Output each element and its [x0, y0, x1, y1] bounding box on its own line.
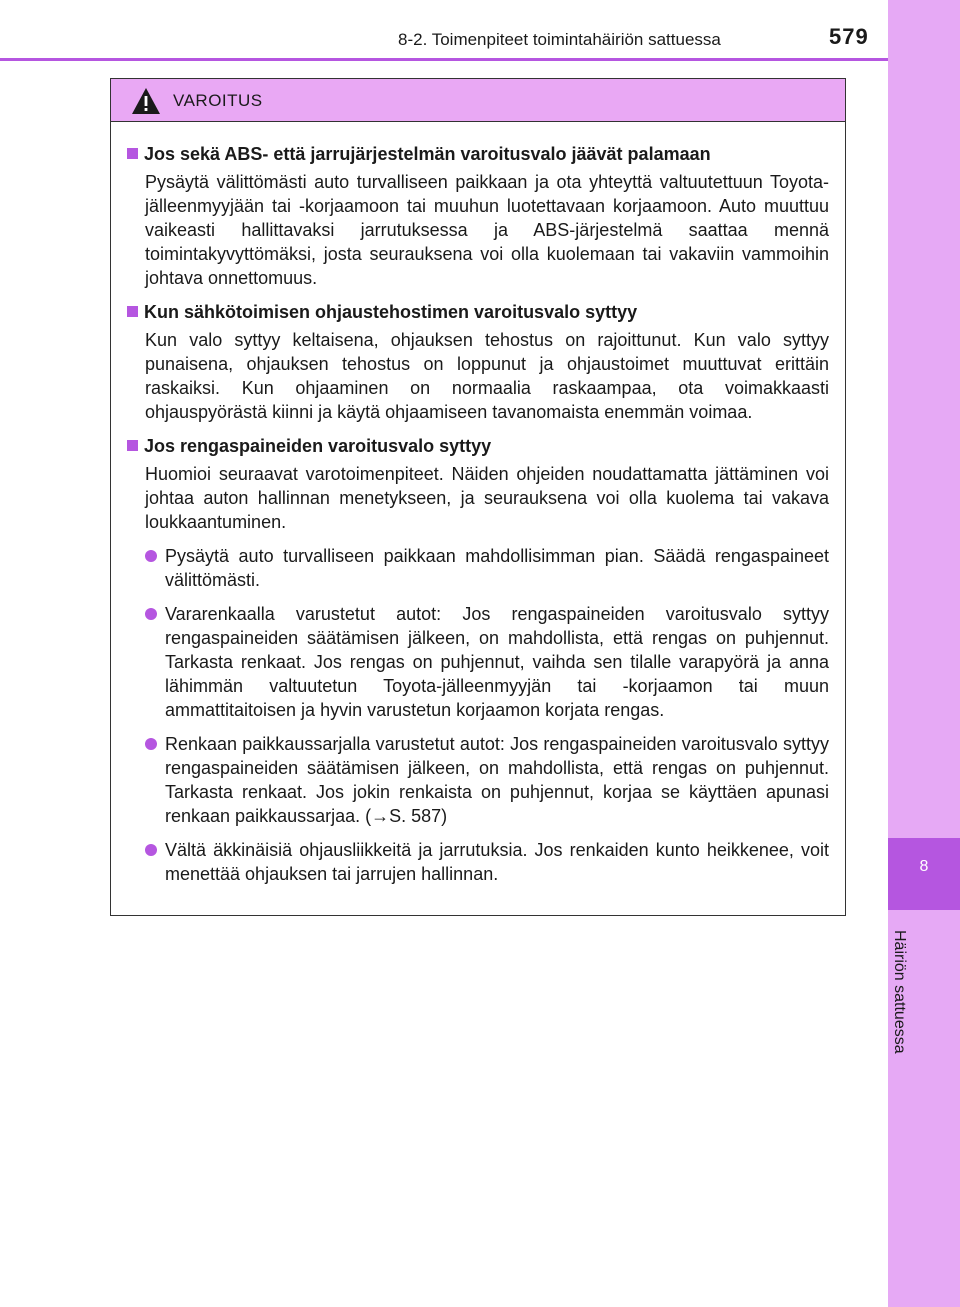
round-bullet-icon [145, 608, 157, 620]
round-bullet-icon [145, 738, 157, 750]
chapter-number: 8 [919, 858, 929, 875]
list-item-text: Renkaan paikkaussarjalla varustetut autot: Jos rengaspaineiden varoitusvalo syttyy rengaspaineiden säätämisen jälkeen, on mahdollista, että rengas on puhjennut. Tarkasta renkaat. Jos jokin renkaista on puhjennut, korjaa se käyttäen apunasi renkaan paikkaussarjaa. (→S. 587) [165, 734, 829, 826]
section-heading-text: Jos sekä ABS- että jarrujärjestelmän varoitusvalo jäävät palamaan [144, 144, 711, 164]
list-item [145, 544, 829, 592]
square-bullet-icon [127, 440, 138, 451]
list-item [145, 732, 829, 828]
warning-box [110, 78, 846, 916]
warning-body [111, 122, 845, 886]
round-bullet-icon [145, 550, 157, 562]
section-heading-text: Jos rengaspaineiden varoitusvalo syttyy [144, 436, 492, 456]
list-item [145, 838, 829, 886]
warning-label: VAROITUS [173, 91, 263, 110]
warning-section-tire-pressure [127, 434, 829, 886]
warning-header [111, 79, 845, 122]
list-item-text: Vältä äkkinäisiä ohjausliikkeitä ja jarrutuksia. Jos renkaiden kunto heikkenee, voit menettää ohjauksen tai jarrujen hallinnan. [165, 840, 829, 884]
chapter-sidebar [888, 0, 960, 1307]
square-bullet-icon [127, 148, 138, 159]
round-bullet-icon [145, 844, 157, 856]
list-item-text: Pysäytä auto turvalliseen paikkaan mahdollisimman pian. Säädä rengaspaineet välittömästi. [165, 546, 829, 590]
square-bullet-icon [127, 306, 138, 317]
warning-section-power-steering [127, 300, 829, 424]
section-heading [127, 434, 829, 458]
warning-triangle-icon [131, 87, 161, 115]
section-heading-text: Kun sähkötoimisen ohjaustehostimen varoitusvalo syttyy [144, 302, 638, 322]
section-title: 8-2. Toimenpiteet toimintahäiriön sattuessa [398, 30, 721, 49]
warning-section-abs [127, 142, 829, 290]
section-text: Huomioi seuraavat varotoimenpiteet. Näiden ohjeiden noudattamatta jättäminen voi johtaa auton hallinnan menetykseen, ja seurauksena voi olla kuolema tai vakava loukkaantuminen. [145, 464, 829, 532]
section-text: Kun valo syttyy keltaisena, ohjauksen tehostus on rajoittunut. Kun valo syttyy punaisena, ohjauksen tehostus on loppunut ja ohjaustoimet muuttuvat erittäin raskaiksi. Kun ohjaaminen on normaalia raskaampaa, ota voimakkaasti ohjauspyörästä kiinni ja käytä ohjaamiseen tavanomaista enemmän voimaa. [145, 330, 829, 422]
list-item-text: Vararenkaalla varustetut autot: Jos rengaspaineiden varoitusvalo syttyy rengaspaineiden säätämisen jälkeen, on mahdollista, että rengas on puhjennut. Tarkasta renkaat. Jos rengas on puhjennut, vaihda sen tilalle varapyörä ja anna lähimmän valtuutetun Toyota-jälleenmyyjän tai -korjaamon tai muun ammattitaitoisen ja hyvin varustetun korjaamon korjata rengas. [165, 604, 829, 720]
section-heading [127, 300, 829, 324]
section-heading [127, 142, 829, 166]
section-text: Pysäytä välittömästi auto turvalliseen paikkaan ja ota yhteyttä valtuutettuun Toyota-jälleenmyyjään tai -korjaamoon tai muuhun luotettavaan korjaamoon. Auto muuttuu vaikeasti hallittavaksi jarrutuksessa ja ABS-järjestelmä saattaa mennä toimintakyvyttömäksi, josta seurauksena voi olla kuolemaan tai vakaviin vammoihin johtava onnettomuus. [145, 172, 829, 288]
chapter-title-text: Häiriön sattuessa [891, 930, 908, 1054]
list-item [145, 602, 829, 722]
header-divider [0, 58, 888, 61]
page-number: 579 [829, 24, 869, 49]
